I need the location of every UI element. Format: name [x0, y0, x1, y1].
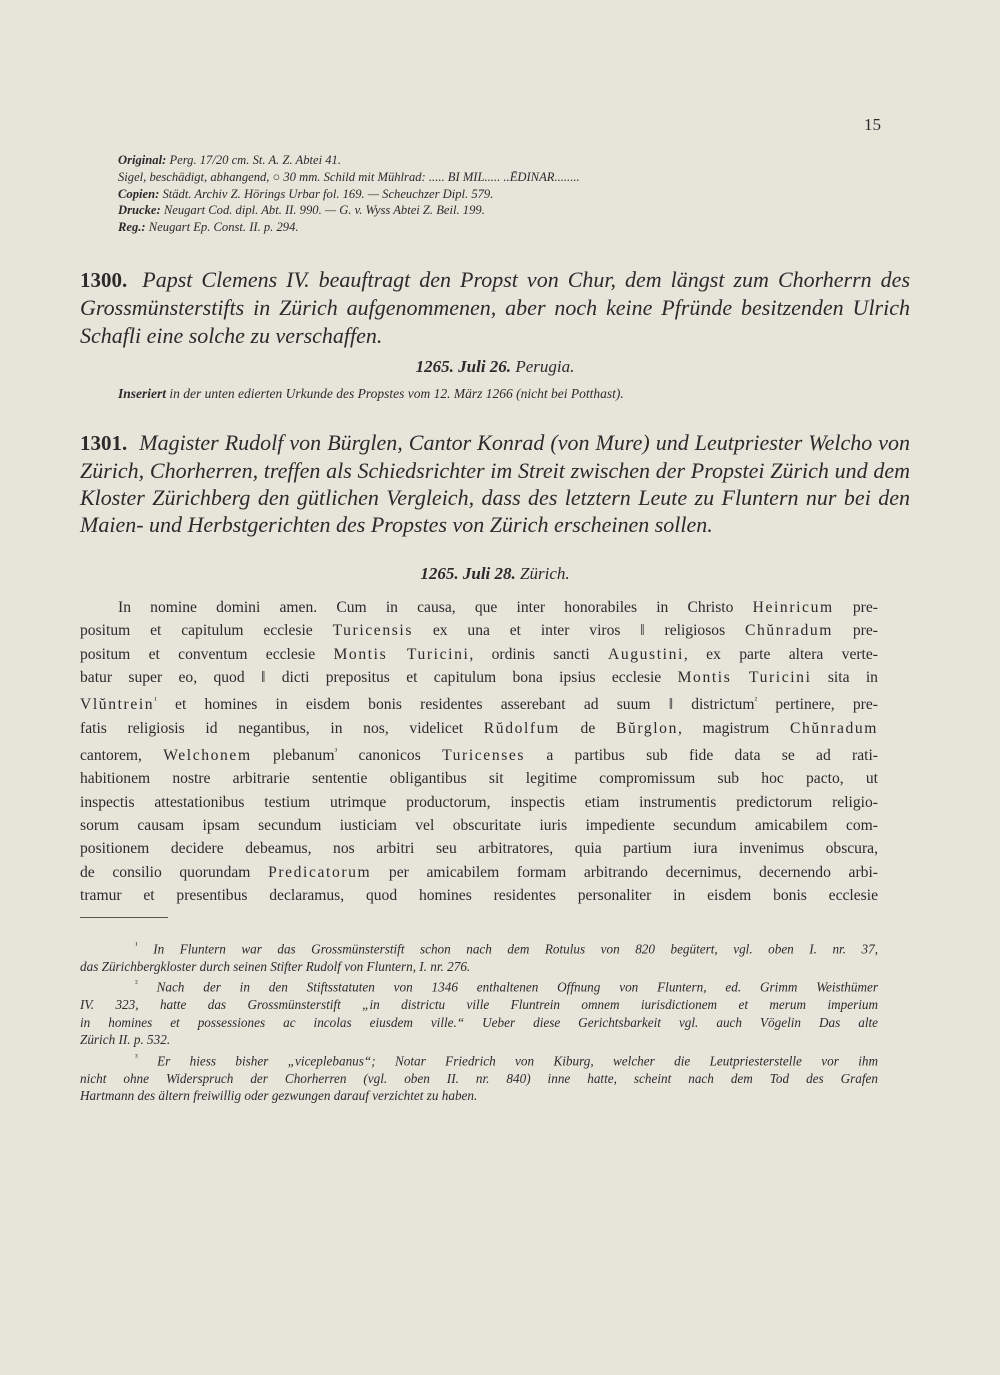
spaced-name: Chŭnradum — [789, 719, 878, 737]
drucke-text: Neugart Cod. dipl. Abt. II. 990. — G. v. Wyss Abtei Z. Beil. 199. — [163, 203, 485, 218]
drucke-label: Drucke: — [118, 203, 161, 218]
footnote-line — [80, 996, 878, 1014]
footnote-ref: ¹ — [154, 695, 157, 706]
text-run: positum et capitulum ecclesie — [80, 622, 333, 640]
doc-1301-dateline — [80, 564, 910, 584]
text-run: positum et conventum ecclesie — [80, 645, 334, 663]
footnote-text: Er hiess bisher „viceplebanus“; Notar Friedrich von Kiburg, welcher die Leutpriesterstelle vor ihm — [157, 1053, 878, 1069]
sigel-line — [118, 169, 888, 186]
text-run: , magistrum — [677, 719, 790, 737]
footnote-line — [80, 937, 878, 958]
spaced-name: Chŭnradum — [745, 622, 834, 640]
text-run: pre- — [833, 599, 878, 616]
text-run: tramur et presentibus declaramus, quod homines residentes personaliter in eisdem bonis ecclesie — [80, 886, 878, 904]
charter-line — [80, 596, 878, 619]
charter-line — [80, 861, 878, 884]
footnote-text: Hartmann des ältern freiwillig oder gezwungen darauf verzichtet zu haben. — [80, 1088, 478, 1104]
spaced-name: Vlŭntrein — [80, 696, 155, 714]
footnote-text: in homines et possessiones ac incolas eiusdem ville.“ Ueber diese Gerichtsbarkeit vgl. auch Vögelin Das alte — [80, 1014, 878, 1030]
footnote-text: In Fluntern war das Grossmünsterstift schon nach dem Rotulus von 820 begütert, vgl. oben I. nr. 37, — [153, 941, 878, 957]
text-run: pre- — [833, 622, 878, 640]
footnote-text: Zürich II. p. 532. — [80, 1032, 171, 1048]
text-run: per amicabilem formam arbitrando decernimus, decernendo arbi- — [371, 863, 878, 881]
charter-line — [80, 837, 878, 860]
text-run: plebanum — [251, 747, 335, 765]
sigel-text-a: Sigel, beschädigt, abhangend, — [118, 169, 270, 184]
copien-text: Städt. Archiv Z. Hörings Urbar fol. 169. — Scheuchzer Dipl. 579. — [162, 186, 494, 201]
footnote-mark: ² — [135, 978, 138, 989]
doc-1300-dateline — [80, 357, 910, 377]
doc-1300-place: Perugia. — [515, 357, 575, 376]
footnote-text: IV. 323, hatte das Grossmünsterstift „in districtu ville Fluntrein omnem iurisdictionem et merum imperium — [80, 997, 878, 1013]
reg-line — [118, 219, 888, 236]
text-run: ex una et inter viros ‖ religiosos — [413, 622, 745, 640]
doc-1300-inserted-note — [118, 386, 908, 402]
spaced-name: Bŭrglon — [615, 719, 678, 737]
original-text: Perg. 17/20 cm. St. A. Z. Abtei 41. — [169, 153, 341, 167]
text-run: batur super eo, quod ‖ dicti prepositus et capitulum bona ipsius ecclesie — [80, 668, 678, 686]
seal-circle-icon: ○ — [272, 169, 281, 184]
footnote-rule — [80, 917, 168, 918]
text-run: canonicos — [337, 747, 443, 765]
reg-label: Reg.: — [118, 220, 146, 235]
original-line — [118, 152, 888, 169]
charter-line — [80, 814, 878, 837]
doc-1300-heading — [80, 266, 910, 350]
charter-line — [80, 717, 878, 740]
spaced-name: Turicenses — [442, 747, 526, 765]
footnote-mark: ¹ — [135, 940, 138, 950]
spaced-name: Montis Turicini — [333, 645, 470, 663]
drucke-line — [118, 202, 888, 219]
doc-1300-summary: Papst Clemens IV. beauftragt den Propst von Chur, dem längst zum Chorherrn des Grossmünsterstifts in Zürich aufgenommenen, aber noch keine Pfründe besitzenden Ulrich Schafli eine solche zu verschaffen. — [80, 267, 911, 348]
footnote-line — [80, 1087, 878, 1105]
doc-1300-number: 1300. — [80, 268, 128, 292]
text-run: habitionem nostre arbitrarie sententie obligantibus sit legitime compromissum sub hoc pacto, ut — [80, 770, 878, 788]
text-run: pertinere, pre- — [757, 696, 878, 714]
original-label: Original: — [118, 153, 167, 167]
doc-1301-place: Zürich. — [520, 564, 570, 583]
charter-line — [80, 619, 878, 642]
text-run: fatis religiosis id negantibus, in nos, videlicet — [80, 719, 484, 737]
text-run: In nomine domini amen. Cum in causa, que inter honorabiles in Christo — [118, 599, 753, 616]
sigel-text-b: 30 mm. Schild mit Mühlrad: ..... BI MIL..... ..ĒDINAR........ — [283, 169, 580, 184]
footnote-ref: ³ — [334, 745, 338, 756]
footnote-line — [80, 975, 878, 996]
text-run: inspectis attestationibus testium utrimque productorum, inspectis etiam instrumentis predictorum religio- — [80, 793, 878, 811]
footnote — [80, 937, 878, 975]
spaced-name: Heinricum — [752, 599, 834, 616]
footnote-line — [80, 1031, 878, 1049]
doc-1300-date: 1265. Juli 26. — [415, 357, 512, 376]
text-run: , ordinis sancti — [469, 645, 608, 663]
footnote-line — [80, 958, 878, 976]
inserted-label: Inseriert — [118, 386, 167, 401]
text-run: positionem decidere debeamus, nos arbitri seu arbitratores, quia partium iura invenimus obscura, — [80, 840, 878, 858]
charter-text — [80, 596, 878, 907]
charter-line — [80, 884, 878, 907]
footnote-line — [80, 1070, 878, 1088]
charter-line — [80, 767, 878, 790]
copien-label: Copien: — [118, 186, 160, 201]
footnote-text: Nach der in den Stiftsstatuten von 1346 enthaltenen Offnung von Fluntern, ed. Grimm Weisthümer — [156, 979, 879, 995]
footnote-text: nicht ohne Widerspruch der Chorherren (vgl. oben II. nr. 840) inne hatte, scheint nach dem Tod des Grafen — [80, 1070, 878, 1086]
text-run: cantorem, — [80, 747, 164, 765]
footnote-mark: ³ — [135, 1051, 138, 1062]
spaced-name: Welchonem — [163, 747, 252, 765]
charter-line — [80, 643, 878, 666]
charter-line — [80, 689, 878, 716]
footnote-line — [80, 1049, 878, 1070]
reg-text: Neugart Ep. Const. II. p. 294. — [148, 220, 299, 235]
source-metadata — [118, 152, 888, 236]
text-run: sita in — [811, 668, 878, 686]
text-run: de consilio quorundam — [80, 863, 269, 881]
spaced-name: Augustini — [608, 645, 684, 663]
footnote — [80, 1049, 878, 1105]
footnote-line — [80, 1014, 878, 1032]
doc-1301-heading — [80, 429, 910, 538]
charter-line — [80, 740, 878, 767]
text-run: et homines in eisdem bonis residentes asserebant ad suum ‖ districtum — [156, 696, 755, 714]
spaced-name: Predicatorum — [268, 863, 372, 881]
doc-1301-number: 1301. — [80, 431, 128, 455]
charter-line — [80, 791, 878, 814]
spaced-name: Rŭdolfum — [483, 719, 560, 737]
doc-1301-date: 1265. Juli 28. — [420, 564, 516, 583]
spaced-name: Turicensis — [332, 622, 413, 640]
copien-line — [118, 186, 888, 203]
text-run: , ex parte altera verte- — [683, 645, 879, 663]
text-run: a partibus sub fide data se ad rati- — [525, 747, 879, 765]
charter-line — [80, 666, 878, 689]
doc-1301-summary: Magister Rudolf von Bürglen, Cantor Konrad (von Mure) und Leutpriester Welcho von Zürich, Chorherren, treffen als Schiedsrichter im Streit zwischen der Propstei Zürich und dem Kloster Zürichberg den gütlichen Vergleich, dass des letztern Leute zu Fluntern nur bei den Maien- und Herbstgerichten des Propstes von Zürich erscheinen sollen. — [80, 430, 911, 537]
footnote-text: das Zürichbergkloster durch seinen Stifter Rudolf von Fluntern, I. nr. 276. — [80, 958, 471, 974]
text-run: sorum causam ipsam secundum iusticiam vel obscuritate iuris impediente secundum amicabilem com- — [80, 817, 878, 835]
footnote — [80, 975, 878, 1048]
spaced-name: Montis Turicini — [677, 668, 812, 686]
text-run: de — [559, 719, 616, 737]
inserted-text: in der unten edierten Urkunde des Propstes vom 12. März 1266 (nicht bei Potthast). — [169, 386, 624, 401]
page-number: 15 — [864, 115, 881, 134]
footnote-ref: ² — [754, 695, 758, 706]
footnotes — [80, 937, 878, 1105]
